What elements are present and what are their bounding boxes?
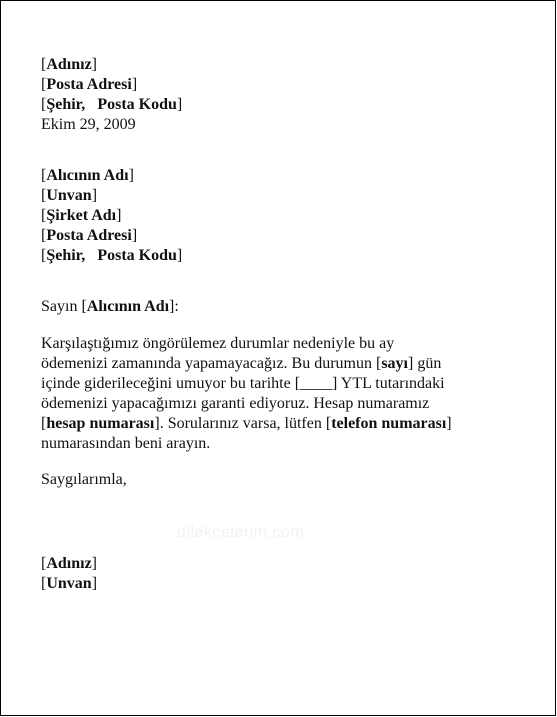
recipient-block [41, 166, 519, 266]
recipient-name: [Alıcının Adı] [41, 167, 134, 184]
recipient-title: [Unvan] [41, 187, 98, 204]
closing: Saygılarımla, [41, 471, 127, 488]
watermark: dilekcelerim.com [177, 524, 305, 541]
recipient-city-postal: [Şehir, Posta Kodu] [41, 247, 183, 264]
sender-city-postal: [Şehir, Posta Kodu] [41, 96, 183, 113]
signature-name: [Adınız] [41, 555, 97, 572]
salutation: Sayın [Alıcının Adı]: [41, 298, 179, 315]
sender-block [41, 55, 519, 135]
signature-title: [Unvan] [41, 575, 98, 592]
letter-date: Ekim 29, 2009 [41, 116, 136, 133]
recipient-address: [Posta Adresi] [41, 227, 138, 244]
body-paragraph: Karşılaştığımız öngörülemez durumlar nedeniyle bu ay ödemenizi zamanında yapamayacağız. Bu durumun [sayı] gün içinde giderileceğini umuyor bu tarihte [____] YTL tutarındaki ödemenizi yapacağımızı garanti ediyoruz. Hesap numaramız [hesap numarası]. Sorularınız varsa, lütfen [telefon numarası] numarasından beni arayın. [41, 335, 452, 452]
signature-block [41, 554, 519, 594]
sender-name: [Adınız] [41, 56, 97, 73]
recipient-company: [Şirket Adı] [41, 207, 122, 224]
sender-address: [Posta Adresi] [41, 76, 138, 93]
